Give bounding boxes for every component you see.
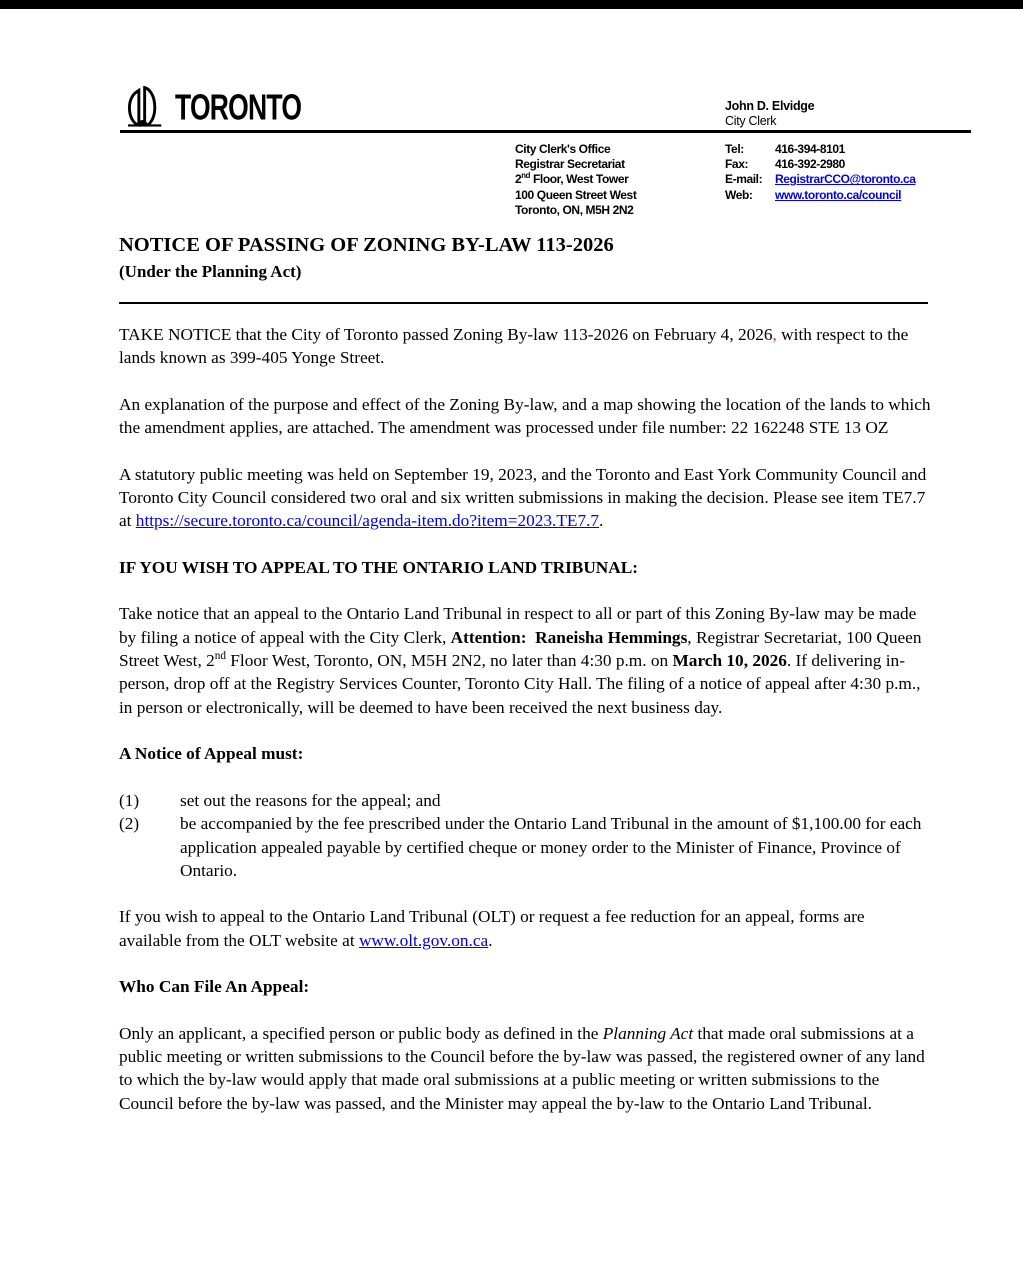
text-segment: TAKE NOTICE that the City of Toronto passed Zoning By-law 113-2026 on February 4, 2026 xyxy=(119,325,773,344)
tel-value: 416-394-8101 xyxy=(775,142,845,156)
text-segment: Planning Act xyxy=(602,1023,694,1043)
web-label: Web: xyxy=(725,187,753,202)
text-segment: Floor West, Toronto, ON, M5H 2N2, no later than 4:30 p.m. on xyxy=(225,651,673,671)
tel-label: Tel: xyxy=(725,142,744,156)
text-segment: . xyxy=(599,511,604,531)
text-segment: . If delivering in-person, drop off at the Registry Services Counter, Toronto City Hall. The filing of a notice of appeal after 4:30 p.m., in person or electronically, will be deemed to have been received the next business day. xyxy=(119,651,925,717)
toronto-logo xyxy=(127,86,337,128)
text-segment: Only an applicant, a specified person or public body as defined in the xyxy=(119,1023,603,1043)
paragraph-explanation xyxy=(119,393,935,440)
clerk-name: John D. Elvidge xyxy=(725,99,815,113)
hyperlink[interactable]: https://secure.toronto.ca/council/agenda-item.do?item=2023.TE7.7 xyxy=(135,511,600,531)
contact-row-email xyxy=(725,172,916,187)
text-segment: Toronto, ON, M5H 2N2 xyxy=(515,202,634,217)
text-segment: , Registrar Secretariat, 100 Queen Street West, 2 xyxy=(119,627,926,671)
text-segment: A statutory public meeting was held on September 19, 2023, and the Toronto and East York Community Council and Toronto City Council considered two oral and six written submissions in making the decision. Please see item TE7.7 at xyxy=(119,464,931,531)
fax-label: Fax: xyxy=(725,157,749,172)
text-segment: An explanation of the purpose and effect of the Zoning By-law, and a map showing the location of the lands to which the amendment applies, are attached. The amendment was processed under file number: 22 162248 STE 13 OZ xyxy=(119,394,935,438)
list-item-text: be accompanied by the fee prescribed under the Ontario Land Tribunal in the amount of $1,100.00 for each application appealed payable by certified cheque or money order to the Minister of Finance, Province of Ontario. xyxy=(180,814,926,880)
office-line xyxy=(515,188,636,203)
toronto-city-hall-logo-icon xyxy=(127,86,171,128)
web-link[interactable]: www.toronto.ca/council xyxy=(775,187,902,202)
clerk-title: City Clerk xyxy=(725,114,777,128)
text-segment: If you wish to appeal to the Ontario Land Tribunal (OLT) or request a fee reduction for an appeal, forms are available from the OLT website at xyxy=(119,907,869,950)
office-address-block xyxy=(515,142,636,218)
fax-value: 416-392-2980 xyxy=(775,157,845,172)
paragraph-appeal-instructions xyxy=(119,602,931,719)
text-segment: 2 xyxy=(515,172,522,187)
notice-body xyxy=(119,323,935,1138)
contact-row-tel xyxy=(725,142,916,157)
heading-who-can-file: Who Can File An Appeal: xyxy=(119,977,310,997)
hyperlink[interactable]: www.olt.gov.on.ca xyxy=(358,930,489,950)
heading-notice-of-appeal-must: A Notice of Appeal must: xyxy=(119,744,304,764)
list-item-number: (2) xyxy=(119,814,140,834)
text-segment: Attention: Raneisha Hemmings xyxy=(450,627,688,647)
email-link[interactable]: RegistrarCCO@toronto.ca xyxy=(775,172,916,187)
list-item xyxy=(119,789,931,812)
toronto-logo-wordmark: TORONTO xyxy=(175,88,302,128)
text-segment: with respect to the lands known as 399-405 Yonge Street. xyxy=(119,325,913,368)
letterhead-rule xyxy=(120,130,971,133)
office-line xyxy=(515,203,636,218)
text-segment: that made oral submissions at a public meeting or written submissions to the Council before the by-law was passed, the registered owner of any land to which the by-law would apply that made oral submissions at a public meeting or written submissions to the Council before the by-law was passed, and the Minister may appeal the by-law to the Ontario Land Tribunal. xyxy=(119,1023,930,1113)
contact-row-web xyxy=(725,188,916,203)
appeal-requirements-list xyxy=(119,789,931,883)
email-label: E-mail: xyxy=(725,172,763,187)
office-line xyxy=(515,142,636,157)
title-divider-rule xyxy=(119,302,928,304)
text-segment: March 10, 2026 xyxy=(672,651,787,671)
revision-text: , xyxy=(772,325,777,344)
paragraph-who-can-appeal xyxy=(119,1022,931,1116)
text-segment: Take notice that an appeal to the Ontario Land Tribunal in respect to all or part of this Zoning By-law may be made by filing a notice of appeal with the City Clerk, xyxy=(119,604,921,647)
text-segment: nd xyxy=(521,171,531,181)
list-item-text: set out the reasons for the appeal; and xyxy=(180,790,441,810)
office-line xyxy=(515,172,636,187)
list-item xyxy=(119,812,931,882)
text-segment: 100 Queen Street West xyxy=(515,187,637,202)
text-segment: City Clerk's Office xyxy=(515,142,611,156)
paragraph-olt-forms xyxy=(119,905,931,952)
contact-block xyxy=(725,142,916,203)
paragraph-take-notice xyxy=(119,323,931,370)
clerk-signatory-block xyxy=(725,99,814,129)
text-segment: . xyxy=(488,930,493,950)
paragraph-public-meeting xyxy=(119,463,931,533)
notice-subtitle: (Under the Planning Act) xyxy=(119,262,302,281)
top-scan-bar xyxy=(0,0,1023,9)
text-segment: Registrar Secretariat xyxy=(515,157,625,172)
office-line xyxy=(515,157,636,172)
contact-row-fax xyxy=(725,157,916,172)
notice-title: NOTICE OF PASSING OF ZONING BY-LAW 113-2026 xyxy=(119,234,614,256)
notice-title-block xyxy=(119,232,929,284)
text-segment: nd xyxy=(214,650,226,663)
text-segment: Floor, West Tower xyxy=(530,172,629,187)
heading-appeal-tribunal: IF YOU WISH TO APPEAL TO THE ONTARIO LAND TRIBUNAL: xyxy=(119,557,639,577)
list-item-number: (1) xyxy=(119,790,140,810)
